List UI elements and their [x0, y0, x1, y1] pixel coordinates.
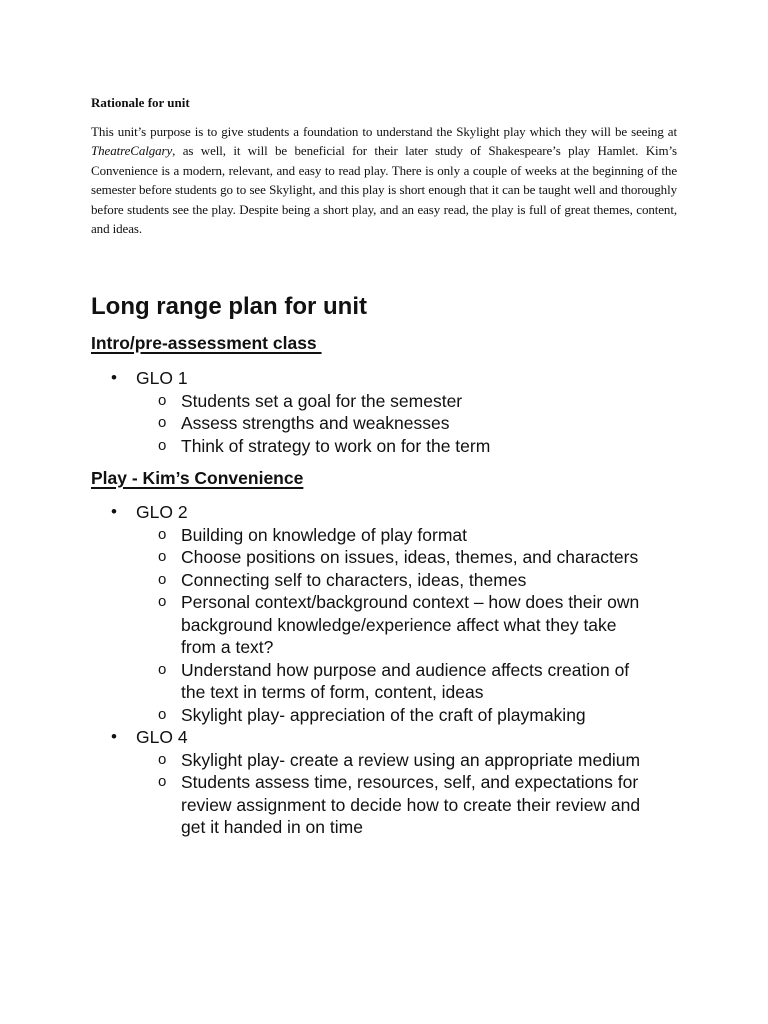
sub-item	[136, 704, 641, 727]
sub-item	[136, 390, 641, 413]
circle-bullet-icon: o	[158, 525, 167, 543]
circle-bullet-icon: o	[158, 750, 167, 768]
rationale-text-start: This unit’s purpose is to give students a foundation to understand the Skylight play which they will be seeing at	[91, 124, 677, 139]
sub-item-text: Understand how purpose and audience affects creation of the text in terms of form, content, ideas	[181, 659, 630, 702]
sub-list	[136, 749, 681, 839]
bullet-icon: •	[111, 368, 117, 387]
sub-item-text: Students set a goal for the semester	[181, 390, 463, 411]
rationale-heading: Rationale for unit	[91, 95, 190, 110]
bullet-icon: •	[111, 502, 117, 521]
circle-bullet-icon: o	[158, 660, 167, 678]
circle-bullet-icon: o	[158, 548, 167, 565]
glo-list-play	[91, 501, 681, 839]
sub-item	[136, 771, 641, 839]
sub-item	[136, 591, 641, 659]
section-heading-play: Play - Kim’s Convenience	[91, 468, 304, 488]
circle-bullet-icon: o	[158, 414, 167, 431]
glo-label: GLO 4	[136, 727, 188, 747]
plan-title: Long range plan for unit	[91, 293, 367, 320]
section-heading-intro: Intro/pre-assessment class	[91, 333, 322, 353]
sub-item	[136, 412, 641, 435]
circle-bullet-icon: o	[158, 705, 167, 723]
circle-bullet-icon: o	[158, 570, 167, 588]
sub-item-text: Assess strengths and weaknesses	[181, 413, 450, 433]
sub-item	[136, 435, 641, 458]
circle-bullet-icon: o	[158, 391, 167, 409]
glo-item	[91, 367, 681, 457]
circle-bullet-icon: o	[158, 593, 167, 610]
glo-label: GLO 1	[136, 368, 188, 388]
sub-item-text: Students assess time, resources, self, and expectations for review assignment to decide how to create their review and get it handed in on time	[181, 772, 641, 837]
sub-item	[136, 749, 641, 772]
sub-item	[136, 569, 641, 592]
glo-item	[91, 501, 681, 726]
sub-item-text: Building on knowledge of play format	[181, 524, 468, 545]
circle-bullet-icon: o	[158, 773, 167, 790]
theatre-name: TheatreCalgary	[91, 143, 173, 159]
circle-bullet-icon: o	[158, 436, 167, 454]
sub-item-text: Choose positions on issues, ideas, themes, and characters	[181, 547, 639, 567]
sub-item	[136, 546, 641, 569]
glo-item	[91, 726, 681, 839]
rationale-text-end: , as well, it will be beneficial for their later study of Shakespeare’s play Hamlet. Kim’s Convenience is a modern, relevant, and easy to read play. There is only a couple of weeks at the beginning of the semester before students go to see Skylight, and this play is short enough that it can be taught well and thoroughly before students see the play. Despite being a short play, and an easy read, the play is full of great themes, content, and ideas.	[91, 143, 677, 237]
bullet-icon: •	[111, 727, 117, 746]
glo-label: GLO 2	[136, 502, 188, 522]
rationale-paragraph	[91, 122, 677, 238]
sub-list	[136, 524, 681, 727]
sub-item-text: Skylight play- create a review using an appropriate medium	[181, 749, 641, 770]
sub-item-text: Connecting self to characters, ideas, themes	[181, 569, 527, 590]
sub-item-text: Personal context/background context – how does their own background knowledge/experience affect what they take from a text?	[181, 592, 640, 657]
sub-item	[136, 659, 641, 704]
sub-item-text: Skylight play- appreciation of the craft of playmaking	[181, 704, 586, 725]
sub-item	[136, 524, 641, 547]
glo-list-intro	[91, 367, 681, 457]
sub-list	[136, 390, 681, 458]
sub-item-text: Think of strategy to work on for the term	[181, 435, 491, 456]
